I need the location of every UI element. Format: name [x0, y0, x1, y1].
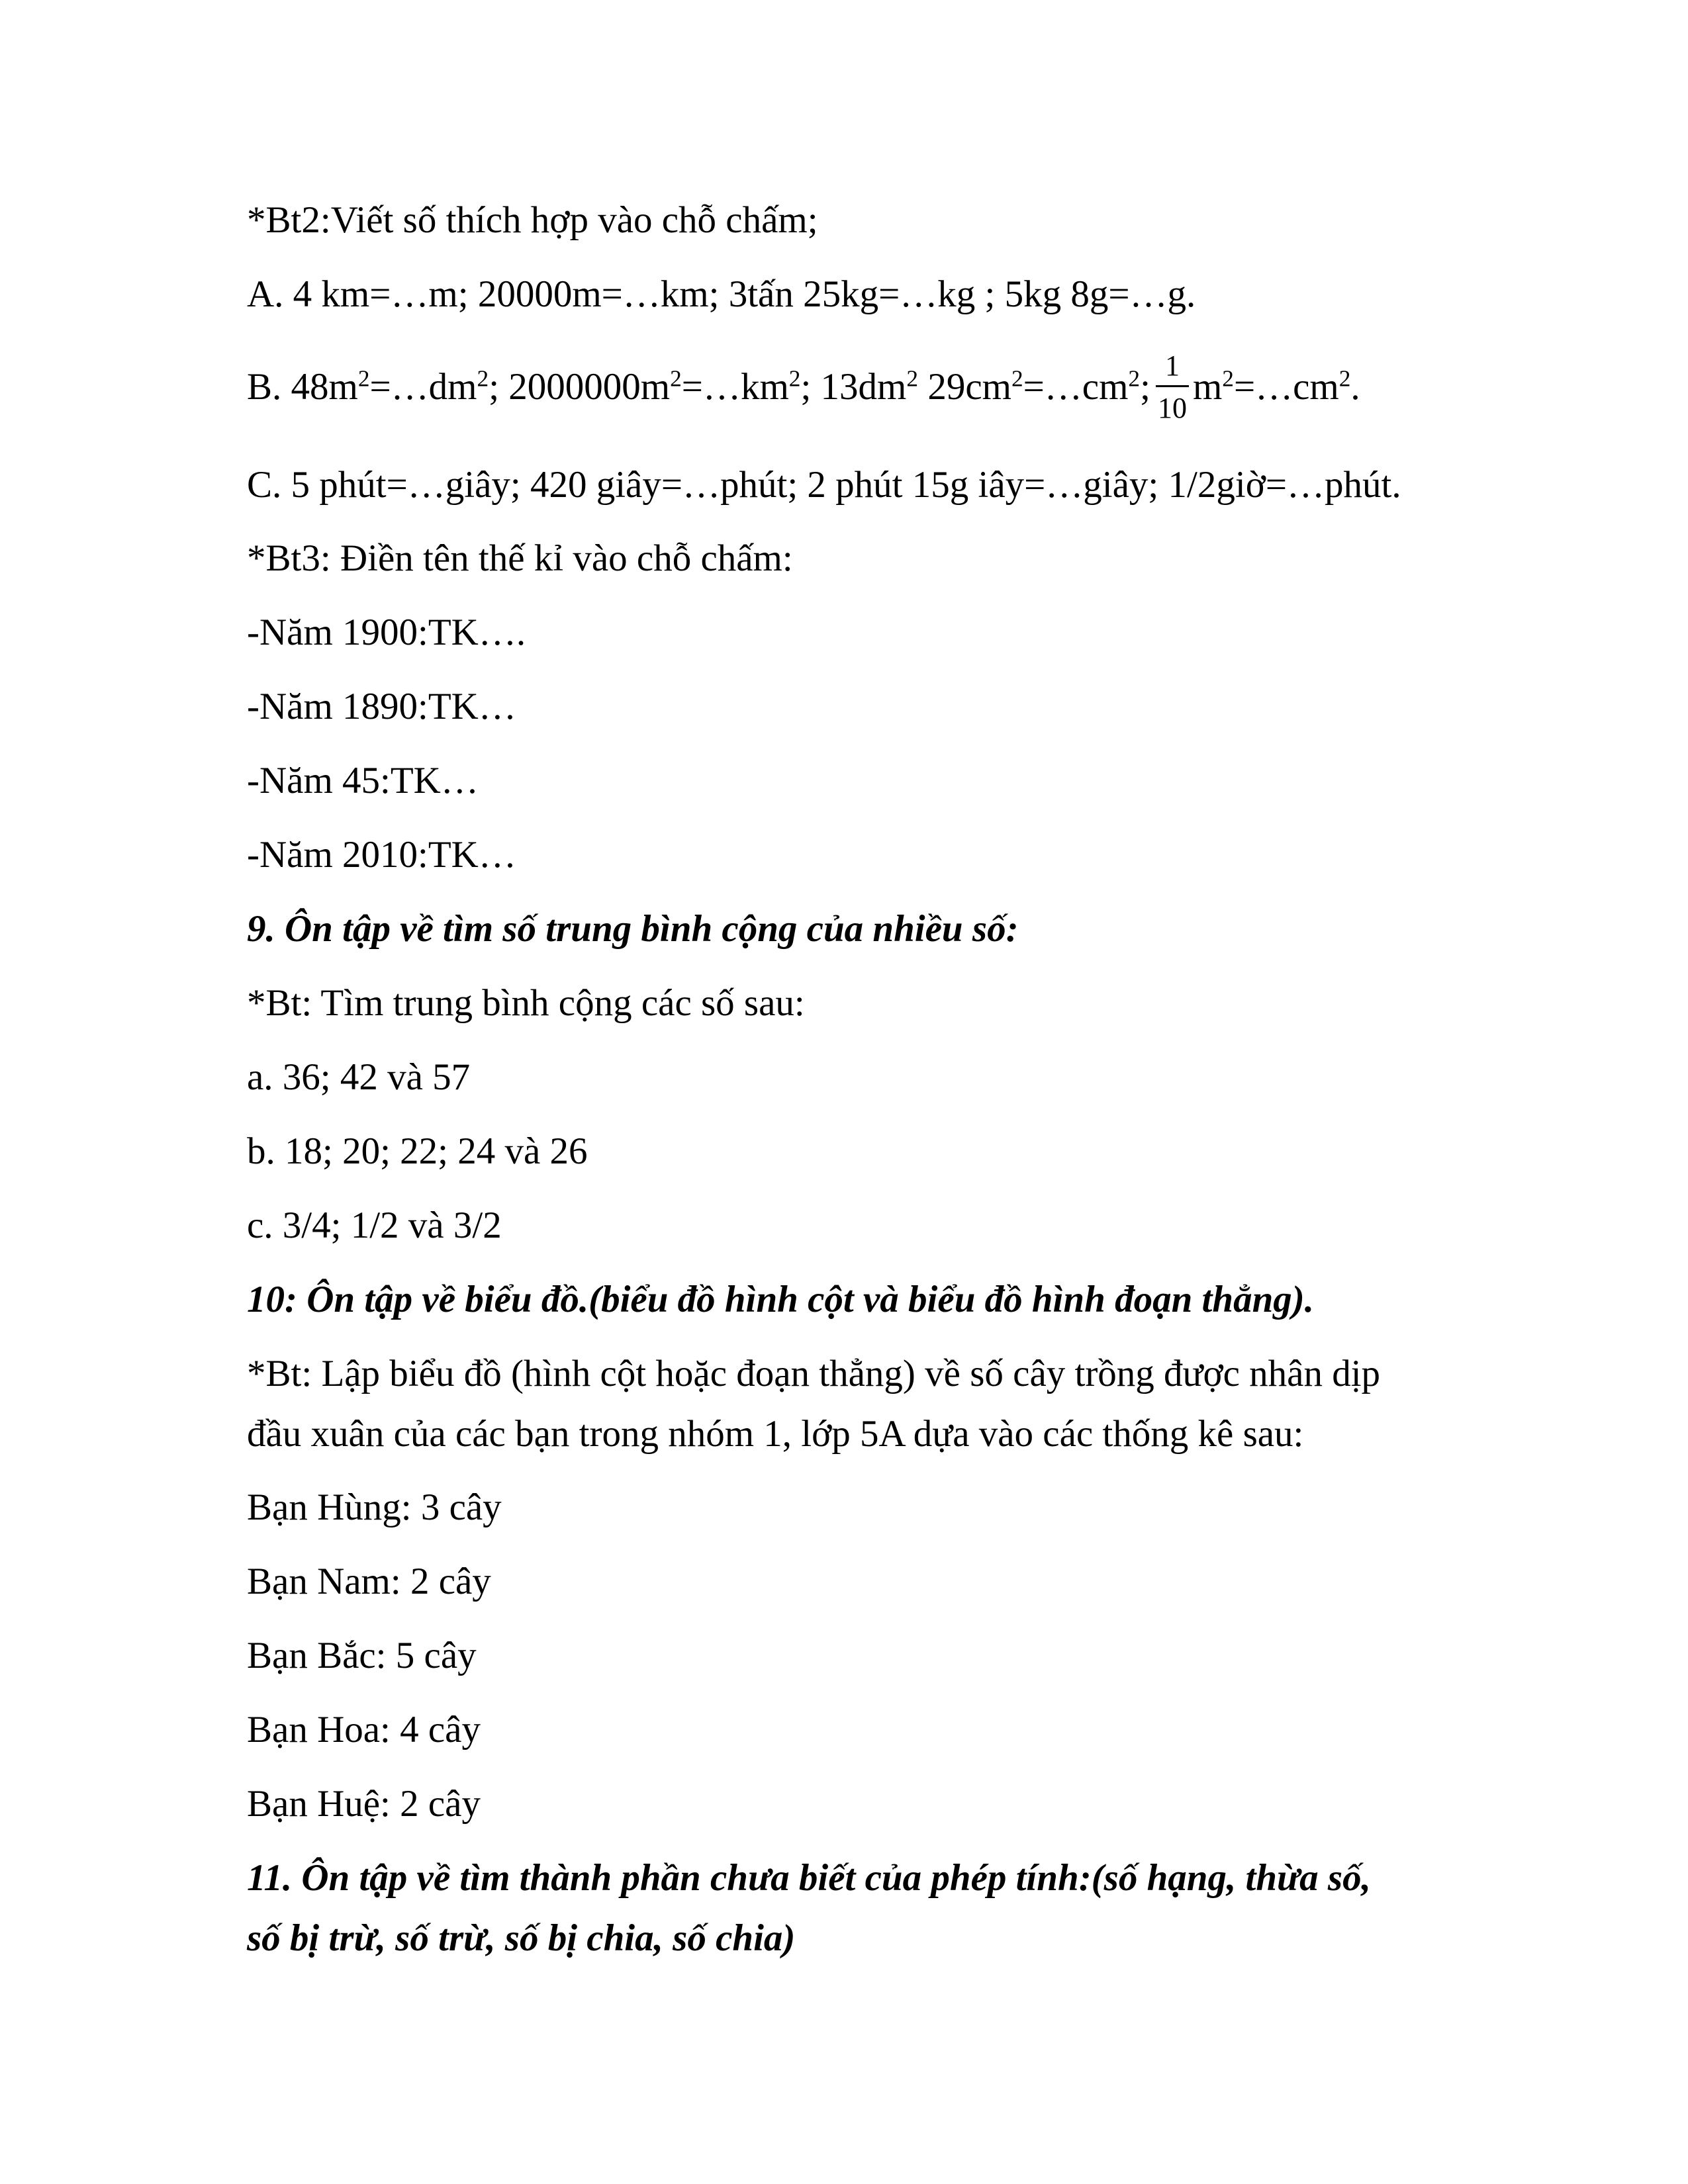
fraction-one-tenth: $\frac{1}{10}$: [1153, 365, 1192, 409]
bt2-title: *Bt2:Viết số thích hợp vào chỗ chấm;: [247, 199, 818, 241]
bt3-title: *Bt3: Điền tên thế kỉ vào chỗ chấm:: [247, 537, 793, 579]
section10-item: Bạn Hoa: 4 cây: [247, 1709, 481, 1751]
bt2-line-a: A. 4 km=…m; 20000m=…km; 3tấn 25kg=…kg ; 5kg 8g=…g.: [247, 273, 1196, 315]
section11-heading-line2: số bị trừ, số trừ, số bị chia, số chia): [247, 1917, 796, 1959]
bt3-item: -Năm 1900:TK….: [247, 612, 526, 653]
section9-item: b. 18; 20; 22; 24 và 26: [247, 1130, 588, 1172]
section9-item: c. 3/4; 1/2 và 3/2: [247, 1205, 502, 1246]
bt3-item: -Năm 1890:TK…: [247, 686, 516, 727]
section9-heading: 9. Ôn tập về tìm số trung bình cộng của nhiều số:: [247, 908, 1019, 950]
bt3-item: -Năm 45:TK…: [247, 760, 479, 801]
bt2-line-c: C. 5 phút=…giây; 420 giây=…phút; 2 phút 15g iây=…giây; 1/2giờ=…phút.: [247, 464, 1401, 506]
section9-task: *Bt: Tìm trung bình cộng các số sau:: [247, 982, 805, 1024]
section10-task-line1: *Bt: Lập biểu đồ (hình cột hoặc đoạn thẳng) về số cây trồng được nhân dịp: [247, 1353, 1381, 1394]
section10-heading: 10: Ôn tập về biểu đồ.(biểu đồ hình cột và biểu đồ hình đoạn thẳng).: [247, 1279, 1315, 1320]
bt3-item: -Năm 2010:TK…: [247, 834, 516, 876]
section10-task-line2: đầu xuân của các bạn trong nhóm 1, lớp 5A dựa vào các thống kê sau:: [247, 1413, 1304, 1455]
section10-item: Bạn Hùng: 3 cây: [247, 1486, 502, 1528]
section9-item: a. 36; 42 và 57: [247, 1056, 471, 1098]
section10-item: Bạn Bắc: 5 cây: [247, 1635, 477, 1676]
bt2-line-b: B. $48m^2=\dots dm^2$; $2000000m^2=\dots km^2$; $13dm^2$ $29cm^2=\dots cm^2$; $\frac{1}{10}$ $m^2=\dots cm^2$.: [247, 349, 1360, 424]
section10-item: Bạn Nam: 2 cây: [247, 1561, 491, 1602]
fraction-bar: [1156, 385, 1189, 387]
section10-item: Bạn Huệ: 2 cây: [247, 1783, 481, 1825]
section11-heading-line1: 11. Ôn tập về tìm thành phần chưa biết của phép tính:(số hạng, thừa số,: [247, 1857, 1371, 1899]
